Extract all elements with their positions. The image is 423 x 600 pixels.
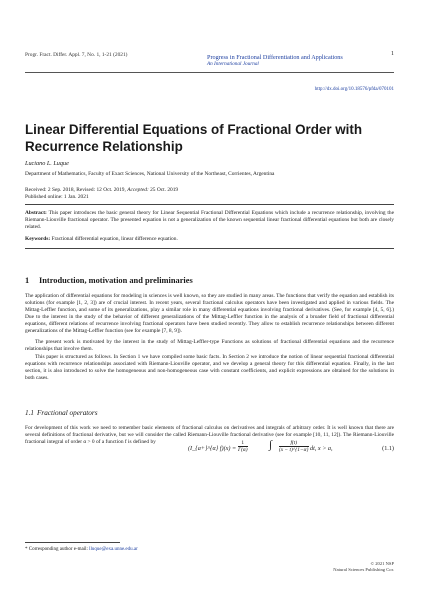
keywords <box>25 236 178 242</box>
subsection-heading <box>25 409 98 417</box>
abstract-bottom-rule <box>25 248 394 249</box>
revised-label: Revised: <box>76 187 96 193</box>
revised-date: 12 Oct. 2019, <box>96 187 126 193</box>
article-dates <box>25 187 178 193</box>
equation-label: (1.1) <box>382 445 394 452</box>
copyright <box>333 561 394 573</box>
footnote-text: * Corresponding author e-mail: <box>25 547 88 552</box>
section-title: Introduction, motivation and preliminaries <box>39 276 193 285</box>
integrand-denominator: (x − t)^{1−α} <box>279 447 309 453</box>
equation-tail: dt, x > a, <box>310 445 333 452</box>
keywords-text: Fractional differential equation, linear difference equation. <box>51 236 178 242</box>
footnote-rule <box>25 542 120 543</box>
integrand-numerator: f(t) <box>279 440 309 447</box>
equation-fraction <box>238 440 248 453</box>
journal-subtitle: An International Journal <box>207 61 259 68</box>
journal-title: Progress in Fractional Differentiation and Applications <box>207 54 343 61</box>
author-affiliation: Department of Mathematics, Faculty of Exact Sciences, National University of the Northeast, Corrientes, Argentina <box>25 171 275 177</box>
footnote <box>25 547 138 552</box>
subsection-title: Fractional operators <box>37 409 98 417</box>
abstract <box>25 210 394 230</box>
doi-link[interactable]: http://dx.doi.org/10.18576/pfda/070101 <box>314 87 394 92</box>
citation-header: Progr. Fract. Differ. Appl. 7, No. 1, 1-21 (2021) <box>25 52 128 58</box>
intro-paragraph-1: The application of differential equations for modeling in sciences is well known, so they are studied in many areas. The functions that verify the equation and establish its solutions (for example [1, 2, 3]) are of crucial interest. In recent years, several fractional calculus operators have been investigated and applied in various fields. The Mittag-Leffler function, and some of its generalizations, play a similar role in many differential equations involving fractional derivatives. (See, for example [4, 5, 6].) Due to the interest in the study of the behavior of different generalizations of the Mittag-Leffler function in the analysis of a broader field of fractional differential equations, different relations of recurrence involving fractional operators have been studied recently. They allow to establish recurrence relationships between different generalizations of the Mittag-Leffler function (see for example [7, 8, 9]). <box>25 293 394 334</box>
fraction-denominator: Γ(α) <box>238 447 248 453</box>
accepted-date: 25 Oct. 2019 <box>150 187 179 193</box>
subsection-number: 1.1 <box>25 409 34 417</box>
page-number: 1 <box>391 51 394 57</box>
abstract-top-rule <box>25 204 394 205</box>
received-date: 2 Sep. 2018, <box>47 187 75 193</box>
equation-lhs: (I_{a+}^{α} f)(x) = <box>188 445 237 452</box>
author-email-link[interactable]: lluque@exa.unne.edu.ar <box>89 547 138 552</box>
abstract-label: Abstract: <box>25 210 47 216</box>
section-heading <box>25 276 193 285</box>
copyright-line-2: Natural Sciences Publishing Cor. <box>333 567 394 572</box>
keywords-label: Keywords: <box>25 236 51 242</box>
operators-paragraph: For development of this work we need to remember basic elements of fractional calculus on derivatives and integrals of arbitrary order. It is well known that there are several definitions of fractional derivative, but we will consider the called Riemann-Liouville fractional derivative (see for example [10, 11, 12]). The Riemann-Liouville fractional integral of order α > 0 of a function f is defined by <box>25 425 394 445</box>
intro-paragraph-2: The present work is motivated by the interest in the study of Mittag-Leffler-type Functions as solutions of fractional differential equations and the recurrence relationships that involve them. <box>25 339 394 352</box>
integral-sign: ∫ <box>269 439 273 451</box>
author-name: Luciano L. Luque <box>25 160 69 167</box>
integrand <box>279 440 309 453</box>
accepted-label: Accepted: <box>127 187 149 193</box>
equation-1-1 <box>25 437 394 463</box>
header-rule <box>25 72 394 73</box>
copyright-line-1: © 2021 NSP <box>370 561 394 566</box>
abstract-text: This paper introduces the basic general theory for Linear Sequential Fractional Differential Equations which include a recurrence relationship, involving the Riemann-Liouville fractional operator. The presented equation is not a generalization of the known sequential linear fractional differential equations but both are closely related. <box>25 210 394 230</box>
journal-name <box>207 54 343 68</box>
intro-paragraph-3: This paper is structured as follows. In Section 1 we have compiled some basic facts. In Section 2 we introduce the notion of linear sequential fractional differential equations with recurrence relationships associated with Riemann-Liouville operator, and we develop a general theory for this differential equation. Finally, in the last section, it is also introduced to solve the homogeneous and non-homogeneous case with constant coefficients, and explicit expressions are obtained for the solutions in both cases. <box>25 354 394 381</box>
published-date: Published online: 1 Jan. 2021 <box>25 194 89 200</box>
received-label: Received: <box>25 187 47 193</box>
article-title: Linear Differential Equations of Fractional Order with Recurrence Relationship <box>25 122 363 154</box>
section-number: 1 <box>25 276 30 285</box>
fraction-numerator: 1 <box>238 440 248 447</box>
